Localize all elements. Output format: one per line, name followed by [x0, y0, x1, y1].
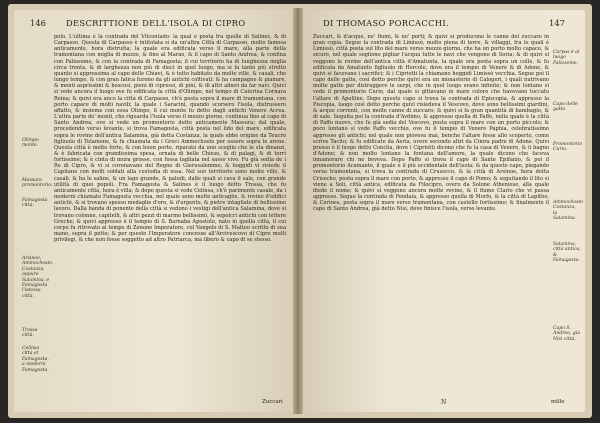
margin-note-left-3: Famagosta città. — [22, 198, 48, 209]
page-number-left: 146 — [30, 18, 46, 28]
margin-note-right-2: Capo delle gatte. — [553, 102, 578, 113]
margin-note-left-6: Celinsa città et Famagosta, a moderni Famagosta. — [22, 346, 49, 373]
catchword-left: Zuccari — [262, 399, 283, 405]
body-text-left — [54, 34, 286, 396]
open-book — [8, 4, 592, 418]
margin-note-right-1: Carpas è al luogo Paliosomo. — [553, 50, 580, 66]
margin-note-left-4: Arsinoe, Ammochosto, Costanza, oppure Salamina, e Famagosta l'istessa città. — [22, 256, 54, 299]
running-head-right: DI THOMASO PORCACCHI. — [323, 18, 449, 28]
running-head-left: DESCRITTIONE DELL'ISOLA DI CIPRO — [66, 18, 246, 28]
book-gutter — [293, 8, 303, 414]
margin-note-right-6: Capo S. Andrea, già Nisi città. — [553, 326, 580, 342]
margin-note-left-5: Trossa città. — [22, 328, 38, 339]
catchword-right: mille — [551, 399, 565, 405]
left-page — [14, 10, 295, 412]
body-text-right — [313, 34, 549, 396]
right-page — [301, 10, 585, 412]
margin-note-right-4: Ammochosto Costanza, la Salamina. — [553, 200, 584, 222]
margin-note-left-1: Olimpo monte. — [22, 138, 39, 149]
signature-mark: N — [441, 399, 449, 406]
paragraph-left: polo. L'ultima è la contrada del Vitcontado: la qual è posta fra quelle di Salines, & di Carpasso. Questa di Carpasso è intitolata sì da un'altra Città di Carpasso, molto famosa anticamente, hora distrutta; la quale era edificata verso il mare, alla parte della tramontana con miglia di mezzo, & fino al Marao, & il capo di Santo Andrea, & confina con Paliosomo, & con la contrada di Famagosta; il cui territorio ha di lunghezza miglia circa trenta, & di larghezza non più di dieci in quel luogo, ma si fa tanto più stretto quanto si approssima al capo delle Chiavi, & è tutto habitato da molte ville, & casali, che lungo tempo, & con gran fatica furono da gli antichi coltivati: & ha campagne & pianure, & monti asprissimi & boscosi, pieni di cipressi, di pini, & di altri alberi da far navi. Quivi si vede ancora il luogo ove fu edificata la città d'Olimpo, nel tempo di Caterina Cornara Reina; & quivi era anco la città di Carpasso, ch'è posta sopra il mare di tramontana, con porto capace di molti navili; la quale i Saracini, quando scorsero l'isola, distrussero affatto, & insieme con essa Olimpo, il cui monte fu detto dagli antichi Venere Acrea. L'altra parte de' monti, che riguarda l'Isola verso il mezzo giorno, continua fino al capo di Santo Andrea, ove si vede un promontorio detto anticamente Massura; dal quale, procedendo verso levante, si trova Famagosta, città posta nel lido del mare, edificata sopra le rovine dell'antica Salamina, già detta Costanza, la quale ebbe origine da Teucro figliuolo di Telamone, & fu chiamata da i Greci Ammochosto per essere sopra le arene. Questa città è molto forte, & con buon porto, riparato da uno scoglio che le sta dinanzi, & è fabricata con grandissima spesa, ornata di belle Chiese, & di palagi, & di torri fortissime; & è cinta di mura grosse, con fossa tagliata nel sasso vivo. Fu già sedia de i Re di Cipro, & vi si coronavano del Regno di Gierusalemme; & hoggidì vi risiede il Capitano con molti soldati alla custodia di essa. Nel suo territorio sono molte ville, & casali, & ha le saline, & un lago grande, & paludi, dalle quali si cava il sale, con grande utilità di quei popoli. Fra Famagosta & Salines è il luogo detto Trossa, che fu anticamente città, hora è villa; & dopo questa si vede Celinsa, ch'è parimente casale, da i moderni chiamato Famagosta vecchia, nel quale sono molte anticaglie, & rovine d'edifici antichi, & si trovano spesso medaglie d'oro, & d'argento, & pietre intagliate di bellissimo lavoro. Dalla banda di ponente della città si vedono i vestigi dell'antica Salamina, dove si trovano colonne, capitelli, & altri pezzi di marmo bellissimi, & sepolcri antichi con lettere Greche; & quivi appresso è il tempio di S. Barnaba Apostolo, nato in quella città, il cui corpo fu ritrovato al tempo di Zenone Imperatore, col Vangelo di S. Matteo scritto di sua mano, sopra il petto; & per questo l'Imperatore concesse all'Arcivescovo di Cipro molti privilegi, & che non fosse soggetto ad altro Patriarca, ma libero & capo di se stesso. — [54, 34, 286, 244]
margin-note-right-3: Promontorio Curio. — [553, 142, 583, 153]
margin-note-right-5: Salamina, città antica, & Famagosta. — [553, 242, 581, 264]
page-number-right: 147 — [549, 18, 565, 28]
margin-note-left-2: Massura promontorio. — [22, 178, 53, 189]
paragraph-right: Zuccari, & d'acque, ne' fiumi, & ne' porti; & quivi si producono le canne del zuccaro in gran copia. Segue la contrada di Limissò, molto piena di terre, & villaggi, fra le quali è Limissò, città posta sul lito del mare verso mezzo giorno, che ha un porto molto capace, & sicuro, nel quale sogliono pigliar l'acqua tutte le navi che vengono di Soria; & di quivi si veggono le rovine dell'antica città d'Amatunta, la quale era posta sopra un colle, & fu edificata da Amatunto figliuolo di Hercole, dove era il tempio di Venere & di Adone, & quivi si facevano i sacrifici; & i Cipriotti la chiamano hoggidì Limissò vecchia. Segue poi il capo delle gatte, così detto perche quivi era un monasterio di Calogeri, i quali nutrivano molte gatte per distruggere le serpi, che in quel luogo erano infinite; & non lontano si vede il promontorio Curio, dal quale si gittavano in mare coloro che havevano toccato l'altare di Apolline. Dopo questo capo si trova la contrada di Episcopia, & appresso la Piscopia, luogo così detto perche quivi risiedeva il Vescovo, dove sono bellissimi giardini, & acque correnti, con molte canne di zuccaro; & quivi si fa gran quantità di bambagio, & di sale. Seguita poi la contrada d'Avdimo, & appresso quella di Paffo, nella quale è la città di Paffo nuovo, che fu già sedia del Vescovo, posta sopra il mare con un porto piccolo; & poco lontano si vede Paffo vecchio, ove fu il tempio di Venere Paphia, celebratissimo appresso gli antichi; nel quale non pioveva mai, benche l'altare fosse allo scoperto, come scrive Tacito; & fu edificato da Aeria, overo secondo altri da Cinira padre di Adone. Quivi presso è il luogo detto Conclia, dove i Cipriotti dicono che fu la casa di Venere, & il bagno d'Adone; & non molto lontano la fontana dell'amore, la quale dicono che faceva innamorare chi ne beveva. Dopo Paffo si trova il capo di Santo Epifanio, & poi il promontorio Acamante, il quale è il più occidentale dell'isola; & da questo capo, piegando verso tramontana, si trova la contrada di Crusocco, & la città di Arsinoe, hora detta Crisocho, posta sopra il mare con porto, & appresso il capo di Pomo; & seguitando il lito si viene a Soli, città antica, edificata da Filocipro, overo da Solone Atheniese, alla quale diede il nome; & quivi si veggono ancora molte rovine, & il fiume Clario che vi passa appresso. Segue la contrada di Pendaia, & appresso quella di Morfo, & la città di Lapitho, & Cerines, posta sopra il mare verso tramontana, con castello fortissimo; & finalmente il capo di Santo Andrea, già detto Nisi, dove finisce l'isola, verso levante. — [313, 34, 549, 213]
